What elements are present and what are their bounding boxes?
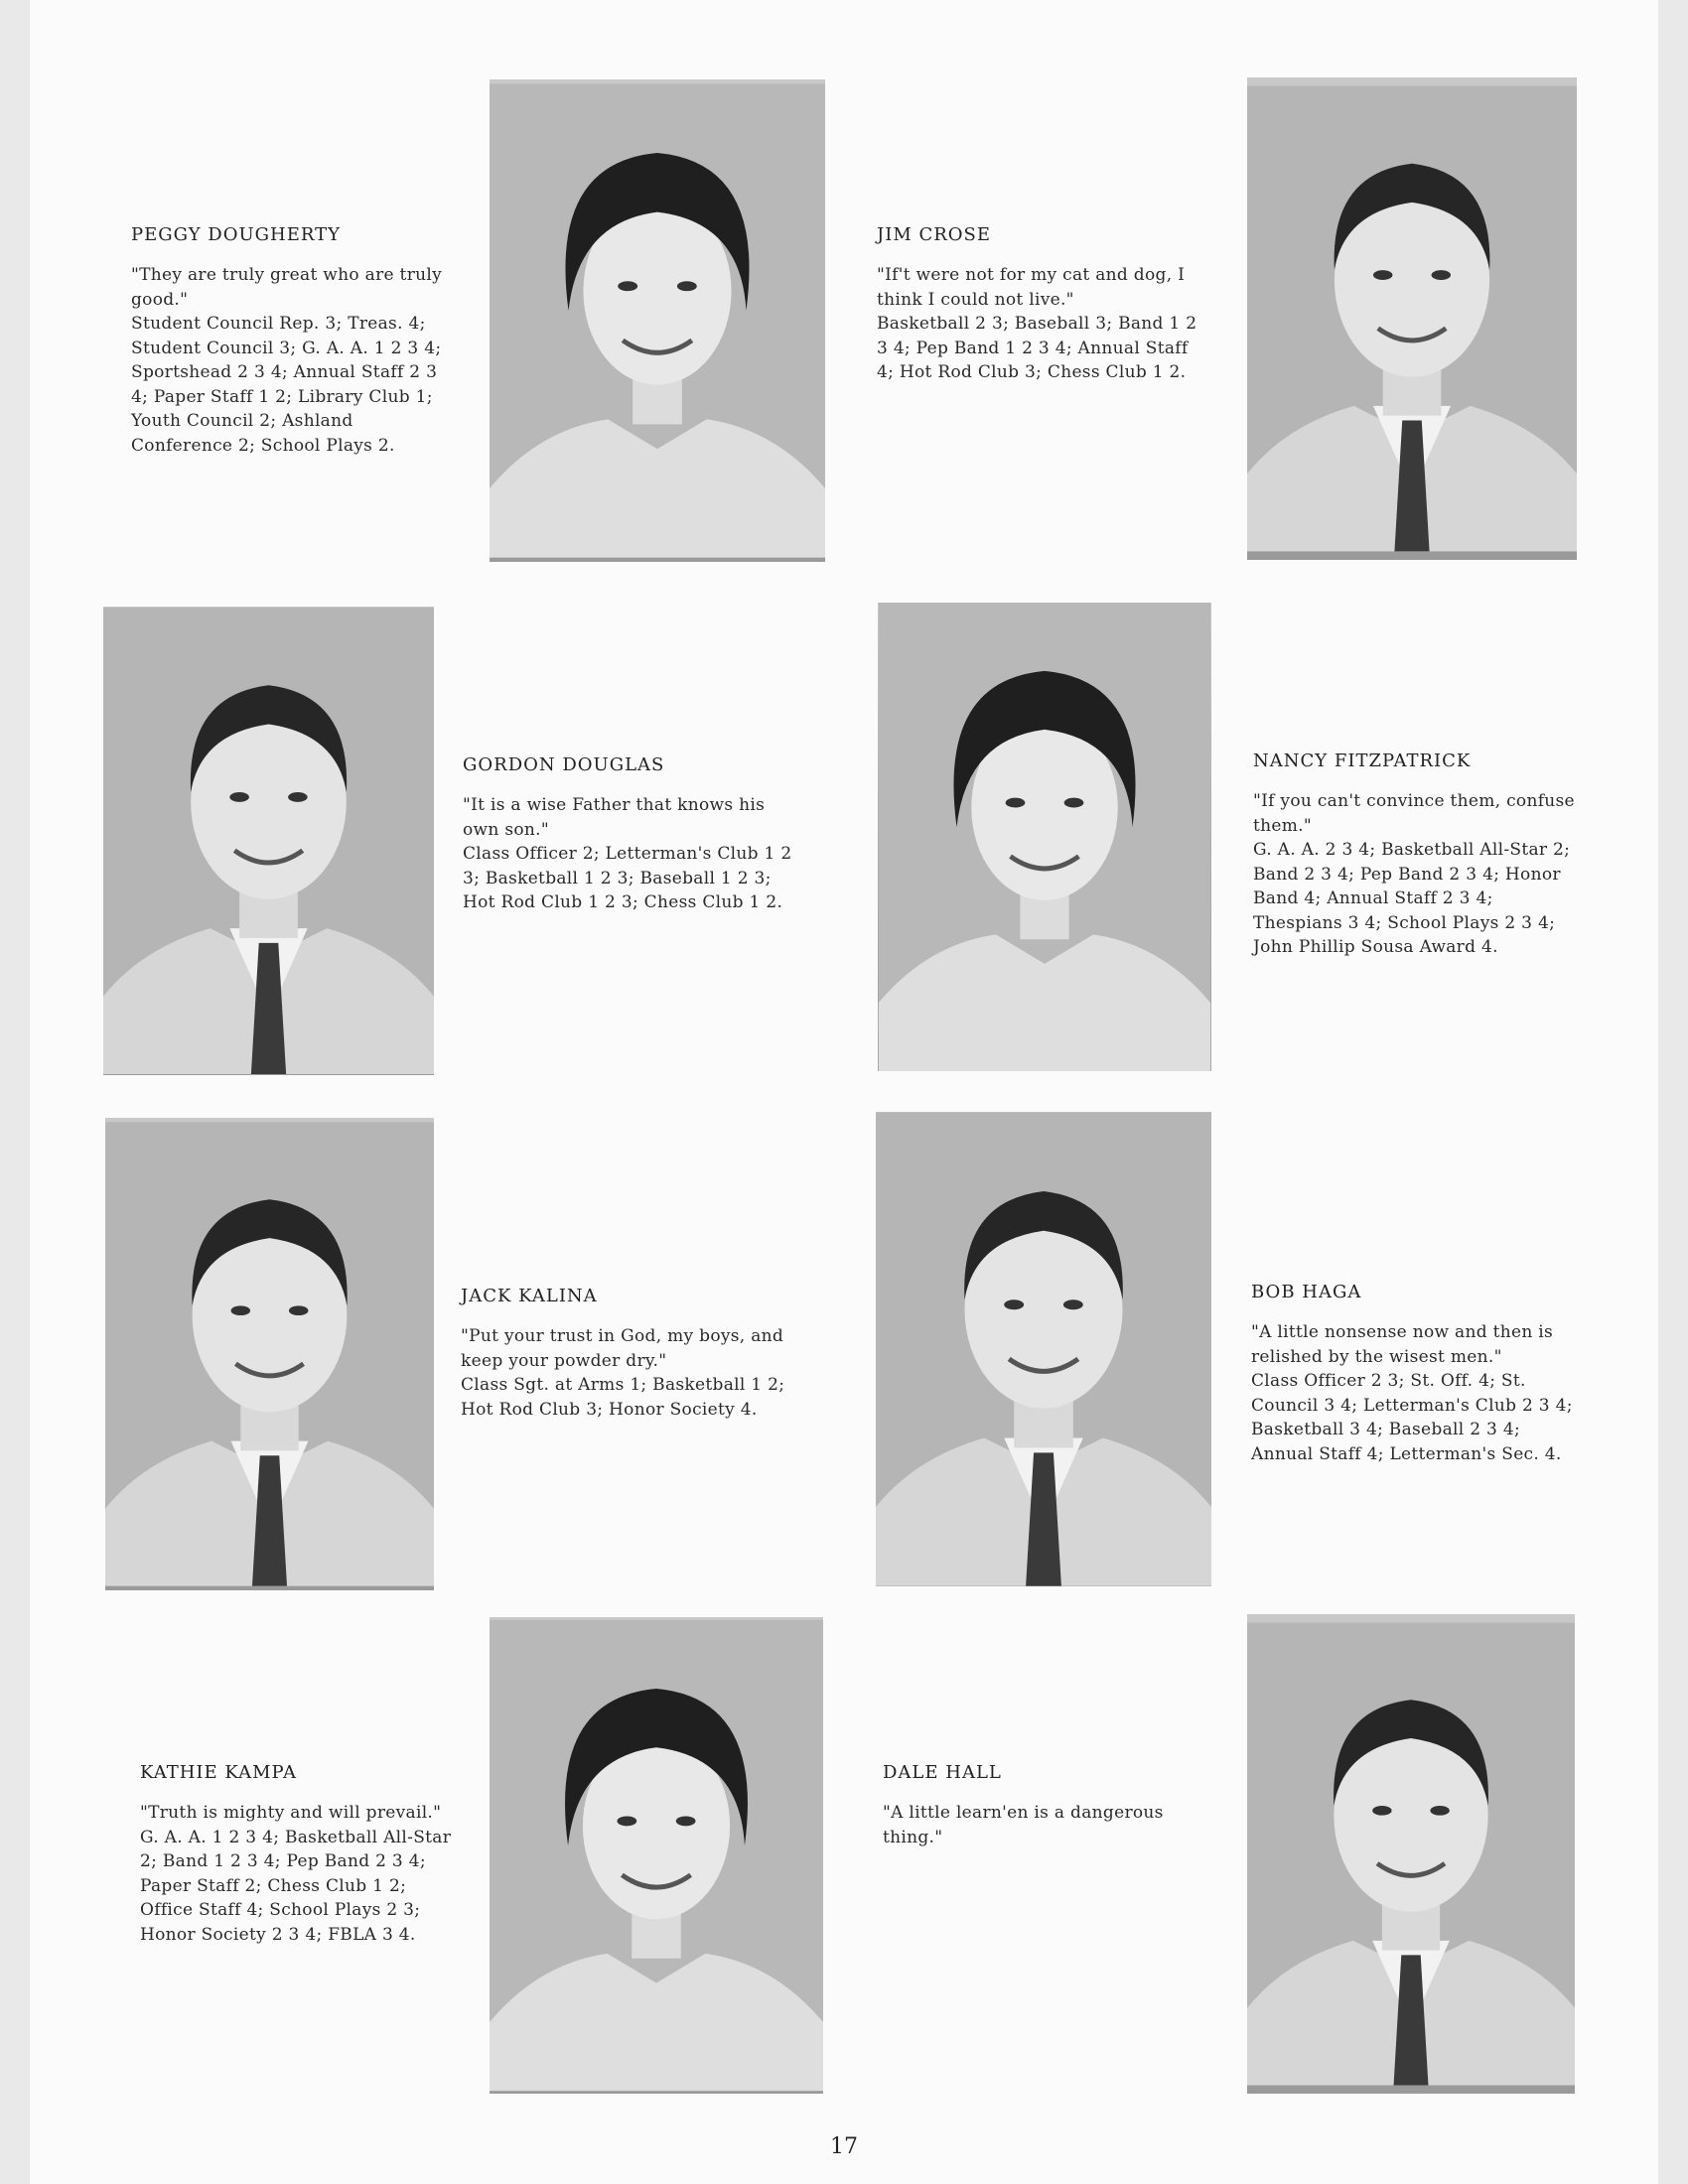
- portrait-girl-icon: [490, 1617, 823, 2094]
- page-number: 17: [830, 2134, 858, 2159]
- bio-bob-haga: [1251, 1282, 1579, 1466]
- bio-kathie-kampa: [140, 1762, 458, 1947]
- photo-jack-kalina: [105, 1118, 434, 1590]
- student-activities: G. A. A. 1 2 3 4; Basketball All-Star 2; Band 1 2 3 4; Pep Band 2 3 4; Paper Staff 2; Chess Club 1 2; Office Staff 4; School Plays 2 3; Honor Society 2 3 4; FBLA 3 4.: [140, 1827, 452, 1945]
- student-activities: G. A. A. 2 3 4; Basketball All-Star 2; Band 2 3 4; Pep Band 2 3 4; Honor Band 4; Annual Staff 2 3 4; Thespians 3 4; School Plays 2 3 4; John Phillip Sousa Award 4.: [1253, 840, 1571, 957]
- portrait-boy-icon: [1247, 77, 1577, 560]
- student-bio: [1251, 1320, 1579, 1466]
- student-quote: "Put your trust in God, my boys, and keep your powder dry.": [461, 1326, 784, 1371]
- student-quote: "If you can't convince them, confuse them.": [1253, 791, 1575, 836]
- student-name: BOB HAGA: [1251, 1282, 1362, 1302]
- photo-gordon-douglas: [103, 607, 434, 1075]
- student-bio: [1253, 789, 1581, 960]
- photo-peggy-dougherty: [490, 79, 825, 562]
- bio-jack-kalina: [461, 1286, 798, 1422]
- student-activities: Class Officer 2 3; St. Off. 4; St. Council 3 4; Letterman's Club 2 3 4; Basketball 3 4; Baseball 2 3 4; Annual Staff 4; Letterman's Sec. 4.: [1251, 1371, 1573, 1464]
- student-quote: "A little learn'en is a dangerous thing.": [883, 1803, 1164, 1847]
- student-activities: Basketball 2 3; Baseball 3; Band 1 2 3 4; Pep Band 1 2 3 4; Annual Staff 4; Hot Rod Club 3; Chess Club 1 2.: [877, 314, 1197, 382]
- bio-nancy-fitzpatrick: [1253, 751, 1581, 960]
- student-quote: "If't were not for my cat and dog, I think I could not live.": [877, 265, 1186, 310]
- student-name: NANCY FITZPATRICK: [1253, 751, 1472, 771]
- portrait-boy-icon: [1247, 1614, 1575, 2094]
- student-bio: [131, 263, 449, 458]
- photo-kathie-kampa: [490, 1617, 823, 2094]
- student-bio: [883, 1801, 1210, 1849]
- student-name: PEGGY DOUGHERTY: [131, 224, 341, 245]
- portrait-boy-icon: [876, 1112, 1211, 1586]
- student-activities: Class Sgt. at Arms 1; Basketball 1 2; Hot Rod Club 3; Honor Society 4.: [461, 1375, 785, 1420]
- student-quote: "They are truly great who are truly good.": [131, 265, 443, 310]
- student-activities: Class Officer 2; Letterman's Club 1 2 3; Basketball 1 2 3; Baseball 1 2 3; Hot Rod Club 1 2 3; Chess Club 1 2.: [463, 844, 792, 912]
- student-bio: [463, 793, 800, 915]
- portrait-girl-icon: [490, 79, 825, 562]
- student-name: KATHIE KAMPA: [140, 1762, 298, 1783]
- student-name: JACK KALINA: [461, 1286, 598, 1306]
- student-bio: [877, 263, 1204, 385]
- bio-dale-hall: [883, 1762, 1210, 1849]
- student-name: GORDON DOUGLAS: [463, 754, 665, 775]
- portrait-boy-icon: [105, 1118, 434, 1590]
- bio-gordon-douglas: [463, 754, 800, 915]
- photo-bob-haga: [876, 1112, 1211, 1586]
- photo-dale-hall: [1247, 1614, 1575, 2094]
- portrait-boy-icon: [103, 607, 434, 1075]
- student-quote: "Truth is mighty and will prevail.": [140, 1803, 442, 1823]
- photo-jim-crose: [1247, 77, 1577, 560]
- student-name: DALE HALL: [883, 1762, 1002, 1783]
- student-name: JIM CROSE: [877, 224, 992, 245]
- student-quote: "A little nonsense now and then is relished by the wisest men.": [1251, 1322, 1554, 1367]
- student-bio: [140, 1801, 458, 1947]
- student-bio: [461, 1324, 798, 1422]
- photo-nancy-fitzpatrick: [878, 603, 1211, 1071]
- student-activities: Student Council Rep. 3; Treas. 4; Student Council 3; G. A. A. 1 2 3 4; Sportshead 2 3 4; Annual Staff 2 3 4; Paper Staff 1 2; Library Club 1; Youth Council 2; Ashland Conference 2; School Plays 2.: [131, 314, 442, 456]
- bio-peggy-dougherty: [131, 224, 449, 458]
- bio-jim-crose: [877, 224, 1204, 385]
- student-quote: "It is a wise Father that knows his own son.": [463, 795, 766, 840]
- portrait-girl-icon: [878, 603, 1211, 1071]
